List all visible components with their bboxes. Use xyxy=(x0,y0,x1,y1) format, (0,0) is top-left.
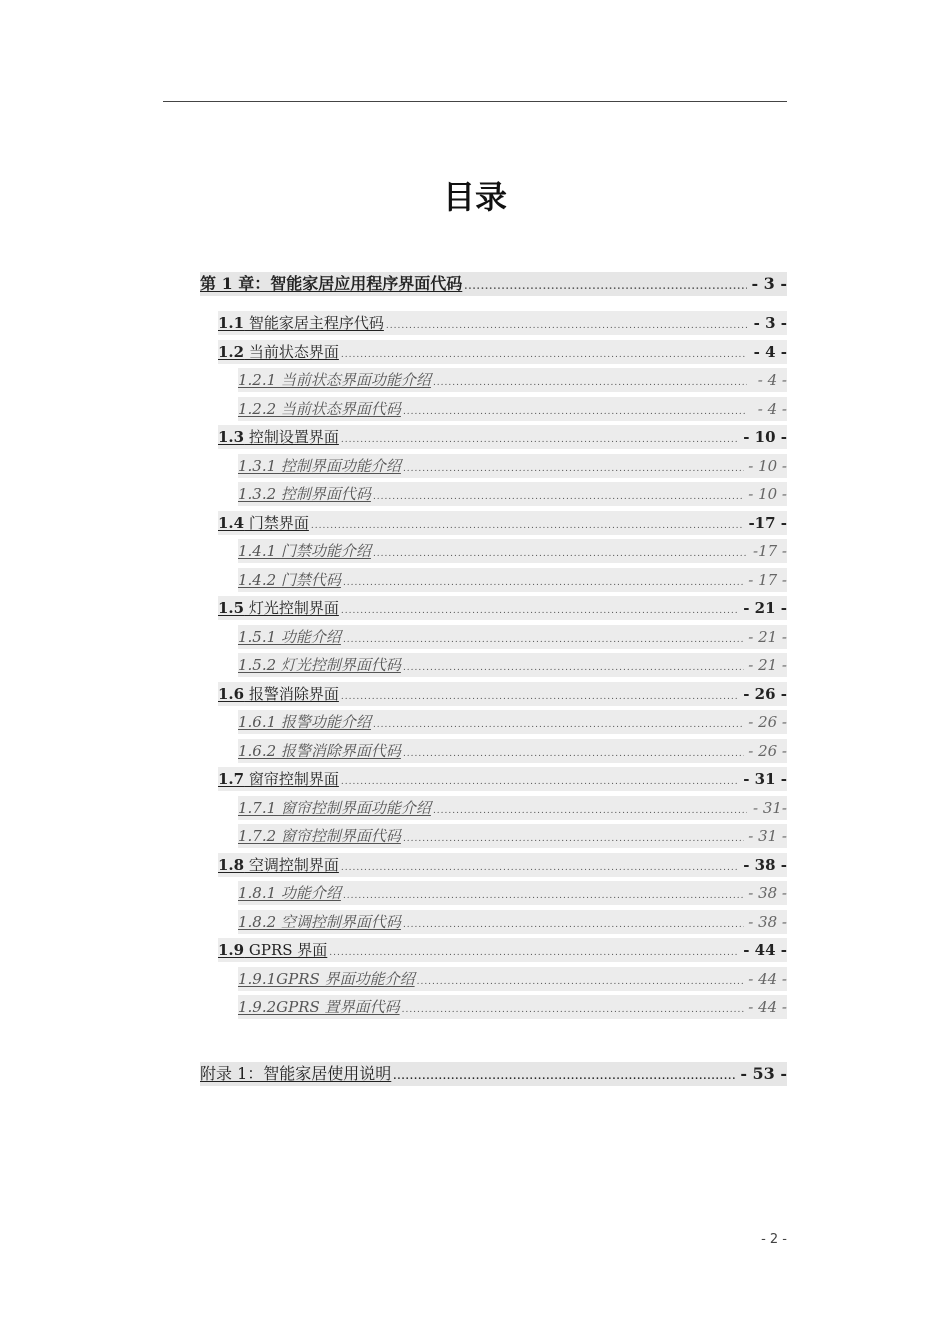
toc-entry-text: 1.7.2 窗帘控制界面代码 xyxy=(238,827,401,845)
toc-entry-page: - 53 - xyxy=(740,1064,787,1083)
toc-entry-label xyxy=(218,682,339,706)
toc-entry-label xyxy=(218,938,327,962)
toc-entry-label xyxy=(238,625,341,649)
toc-entry-label xyxy=(238,910,401,934)
toc-entry[interactable] xyxy=(238,454,787,478)
toc-entry-text: GPRS 界面 xyxy=(244,941,328,959)
toc-entry[interactable] xyxy=(218,340,787,364)
page-title: 目录 xyxy=(442,178,507,216)
toc-entry-text: 报警消除界面 xyxy=(244,684,339,703)
toc-entry-text: 1.4.1 门禁功能介绍 xyxy=(238,542,371,560)
toc-entry-text: 1.6.2 报警消除界面代码 xyxy=(238,741,401,760)
toc-entry[interactable] xyxy=(238,368,787,392)
toc-entry[interactable] xyxy=(238,653,787,677)
toc-entry-page: - 3 - xyxy=(751,274,787,293)
toc-entry-label xyxy=(218,853,339,877)
toc-entry[interactable] xyxy=(238,625,787,649)
toc-entry-text: 窗帘控制界面 xyxy=(244,770,339,788)
toc-entry-number: 1.1 xyxy=(218,314,245,332)
toc-entry[interactable] xyxy=(200,1062,787,1086)
toc-entry-page: - 10 - xyxy=(748,485,787,503)
toc-entry-label xyxy=(218,311,384,335)
dot-leader xyxy=(343,568,744,595)
toc-entry-label xyxy=(238,710,371,734)
toc-entry-text: 灯光控制界面 xyxy=(244,599,339,617)
toc-entry-label xyxy=(238,796,431,820)
toc-entry-label xyxy=(238,568,341,592)
toc-entry-page: - 4 - xyxy=(757,371,787,389)
toc-entry-text: 1.7.1 窗帘控制界面功能介绍 xyxy=(238,798,431,817)
toc-entry-page: - 21 - xyxy=(743,599,787,617)
toc-entry-page: - 38 - xyxy=(743,855,787,874)
toc-entry-label xyxy=(238,739,401,763)
toc-entry-label xyxy=(200,1062,391,1086)
dot-leader xyxy=(403,653,744,680)
dot-leader xyxy=(386,311,747,338)
dot-leader xyxy=(343,881,744,908)
dot-leader xyxy=(403,824,744,851)
dot-leader xyxy=(403,397,747,424)
toc-entry[interactable] xyxy=(238,967,787,991)
toc-entry-label xyxy=(238,967,415,991)
toc-entry-label xyxy=(238,824,401,848)
dot-leader xyxy=(373,539,747,566)
toc-entry[interactable] xyxy=(238,910,787,934)
dot-leader xyxy=(373,710,744,737)
toc-entry-text: 控制设置界面 xyxy=(244,428,339,446)
toc-entry[interactable] xyxy=(218,425,787,449)
dot-leader xyxy=(403,739,744,766)
toc-entry-text: 1.3.1 控制界面功能介绍 xyxy=(238,456,401,475)
toc-entry-label xyxy=(238,995,400,1019)
toc-entry-label xyxy=(218,767,339,791)
dot-leader xyxy=(341,682,739,709)
toc-entry-page: - 38 - xyxy=(748,912,787,931)
toc-entry-label xyxy=(200,272,462,296)
toc-entry-page: - 26 - xyxy=(748,741,787,760)
toc-entry[interactable] xyxy=(218,311,787,335)
toc-entry-text: 1.8.1 功能介绍 xyxy=(238,884,341,902)
dot-leader xyxy=(311,511,745,538)
dot-leader xyxy=(341,340,747,367)
dot-leader xyxy=(341,853,739,880)
toc-entry-text: 门禁界面 xyxy=(244,513,309,532)
dot-leader xyxy=(329,938,739,965)
toc-entry-label xyxy=(238,653,401,677)
toc-entry[interactable] xyxy=(238,397,787,421)
toc-entry-label xyxy=(238,881,341,905)
toc-entry-label xyxy=(238,397,401,421)
toc-entry[interactable] xyxy=(238,739,787,763)
toc-entry-page: - 44 - xyxy=(748,969,787,988)
toc-entry[interactable] xyxy=(218,596,787,620)
toc-entry-text: 1.5.1 功能介绍 xyxy=(238,627,341,646)
toc-entry-page: - 21 - xyxy=(748,656,787,674)
toc-entry-page: - 10 - xyxy=(743,428,787,446)
toc-entry-label xyxy=(238,482,371,506)
toc-entry-label xyxy=(238,539,371,563)
dot-leader xyxy=(341,767,739,794)
toc-entry-page: - 10 - xyxy=(748,456,787,475)
dot-leader xyxy=(403,454,744,481)
toc-entry-text: 1.3.2 控制界面代码 xyxy=(238,485,371,503)
toc-entry-page: -17 - xyxy=(748,513,787,532)
toc-entry-page: - 44 - xyxy=(743,941,787,959)
toc-entry[interactable] xyxy=(238,881,787,905)
toc-entry-page: - 38 - xyxy=(748,884,787,902)
toc-entry-page: - 17 - xyxy=(748,570,787,589)
toc-entry-page: - 44 - xyxy=(748,998,787,1016)
toc-entry-number: 1.9 xyxy=(218,941,245,959)
dot-leader xyxy=(464,272,747,299)
toc-entry-page: - 21 - xyxy=(748,627,787,646)
toc-entry[interactable] xyxy=(218,938,787,962)
toc-entry-number: 1.4 xyxy=(218,513,245,532)
toc-entry[interactable] xyxy=(238,995,787,1019)
toc-entry[interactable] xyxy=(238,482,787,506)
toc-entry-page: - 26 - xyxy=(743,684,787,703)
toc-entry-text: 智能家居主程序代码 xyxy=(244,314,384,332)
toc-entry[interactable] xyxy=(218,853,787,877)
toc-entry-text: 1.5.2 灯光控制界面代码 xyxy=(238,656,401,674)
toc-entry-text: 第 1 章：智能家居应用程序界面代码 xyxy=(200,274,463,293)
toc-entry-label xyxy=(238,368,431,392)
toc-entry-number: 1.6 xyxy=(218,684,245,703)
toc-entry-label xyxy=(218,340,339,364)
toc-entry[interactable] xyxy=(238,568,787,592)
toc-entry-text: 附录 1：智能家居使用说明 xyxy=(200,1064,392,1083)
toc-entry-number: 1.7 xyxy=(218,770,245,788)
toc-entry-page: - 26 - xyxy=(748,713,787,731)
toc-entry-text: 当前状态界面 xyxy=(244,342,339,361)
toc-entry-label xyxy=(218,425,339,449)
toc-entry-page: - 31- xyxy=(753,798,787,817)
toc-entry-number: 1.8 xyxy=(218,855,245,874)
toc-entry-page: - 31 - xyxy=(748,827,787,845)
dot-leader xyxy=(402,995,745,1022)
header-rule xyxy=(163,101,787,102)
toc-entry-number: 1.3 xyxy=(218,428,245,446)
toc-entry-text: 1.9.1GPRS 界面功能介绍 xyxy=(238,969,415,988)
dot-leader xyxy=(403,910,744,937)
toc-entry-text: 1.2.2 当前状态界面代码 xyxy=(238,399,401,418)
dot-leader xyxy=(393,1062,736,1089)
dot-leader xyxy=(373,482,744,509)
toc-entry[interactable] xyxy=(218,511,787,535)
toc-entry-text: 空调控制界面 xyxy=(244,855,339,874)
dot-leader xyxy=(343,625,744,652)
dot-leader xyxy=(341,425,739,452)
toc-entry-text: 1.2.1 当前状态界面功能介绍 xyxy=(238,371,431,389)
toc-entry[interactable] xyxy=(200,272,787,296)
toc-entry-label xyxy=(218,596,339,620)
toc-entry-text: 1.6.1 报警功能介绍 xyxy=(238,713,371,731)
dot-leader xyxy=(433,796,747,823)
toc-entry[interactable] xyxy=(238,539,787,563)
toc-entry-text: 1.4.2 门禁代码 xyxy=(238,570,341,589)
dot-leader xyxy=(417,967,745,994)
dot-leader xyxy=(433,368,747,395)
toc-entry-number: 1.5 xyxy=(218,599,245,617)
toc-entry-page: - 4 - xyxy=(753,342,787,361)
page-number: - 2 - xyxy=(761,1232,787,1247)
toc-entry[interactable] xyxy=(218,767,787,791)
toc-entry[interactable] xyxy=(218,682,787,706)
toc-entry-label xyxy=(238,454,401,478)
toc-entry-page: - 3 - xyxy=(753,314,787,332)
toc-entry[interactable] xyxy=(238,710,787,734)
dot-leader xyxy=(341,596,739,623)
toc-entry-page: -17 - xyxy=(753,542,787,560)
toc-entry-text: 1.8.2 空调控制界面代码 xyxy=(238,912,401,931)
toc-entry[interactable] xyxy=(238,824,787,848)
toc-entry-label xyxy=(218,511,309,535)
toc-entry[interactable] xyxy=(238,796,787,820)
toc-entry-number: 1.2 xyxy=(218,342,245,361)
toc-entry-text: 1.9.2GPRS 置界面代码 xyxy=(238,998,400,1016)
toc-entry-page: - 31 - xyxy=(743,770,787,788)
toc-entry-page: - 4 - xyxy=(757,399,787,418)
